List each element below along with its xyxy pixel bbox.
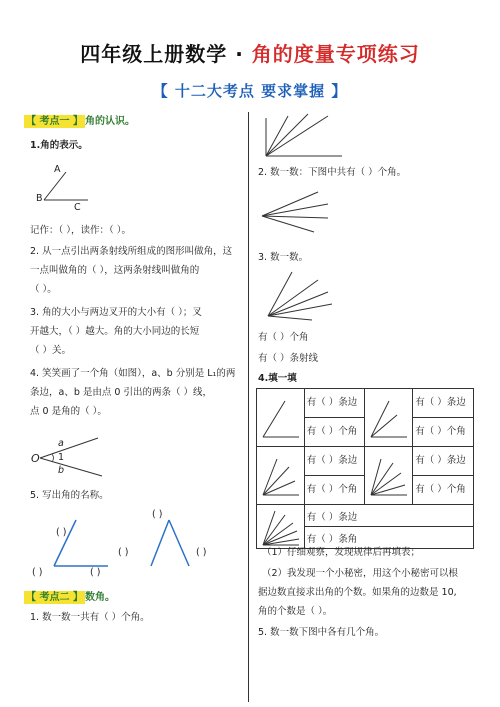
page-title: 四年级上册数学 · 角的度量专项练习 xyxy=(80,42,420,66)
table-cell: 有（ ）条边 xyxy=(304,389,365,418)
table-cell: 有（ ）个角 xyxy=(413,476,474,505)
section-2-question-1: 1. 数一数一共有（ ）个角。 xyxy=(30,612,150,623)
right-question-2: 2. 数一数：下图中共有（ ）个角。 xyxy=(258,167,407,178)
table-figure-cell xyxy=(257,447,305,505)
answer-blank: ( ) xyxy=(152,509,163,520)
label-angle-1: 1 xyxy=(58,452,65,463)
angle-ab-figure xyxy=(30,432,110,482)
right-question-3-answer-1: 有（ ）个角 xyxy=(258,332,309,343)
page-subtitle: 【 十二大考点 要求掌握 】 xyxy=(152,82,348,100)
answer-blank: ( ) xyxy=(32,567,43,578)
observation-2-line-2: 据边数直接求出角的个数。如果角的边数是 10, xyxy=(258,587,457,598)
table-cell: 有（ ）条角 xyxy=(304,527,473,549)
table-angle-figure xyxy=(369,455,409,499)
label-b: B xyxy=(36,193,43,204)
label-a: A xyxy=(54,164,61,175)
question-4-line-2: 条边，a、b 是由点 0 引出的两条（ ）线， xyxy=(30,387,212,398)
table-cell: 有（ ）条边 xyxy=(413,447,474,476)
observation-2-line-3: 角的个数是（ ）。 xyxy=(258,606,333,617)
table-angle-figure xyxy=(369,397,409,441)
answer-blank: ( ) xyxy=(118,547,129,558)
answer-blank: ( ) xyxy=(56,527,67,538)
question-3-line-2: 开越大，（ ）越大。角的大小同边的长短 xyxy=(30,326,200,337)
section-heading-1: 【 考点一 】 角的认识。 xyxy=(26,116,135,127)
observation-1: （1）仔细观察，发现规律后再填表； xyxy=(262,547,421,558)
table-angle-figure xyxy=(261,509,301,549)
table-figure-cell xyxy=(365,447,413,505)
answer-blank: ( ) xyxy=(196,547,207,558)
table-angle-figure xyxy=(261,399,301,439)
table-cell: 有（ ）条边 xyxy=(413,389,474,418)
column-divider xyxy=(248,112,249,702)
question-1: 1.角的表示。 xyxy=(30,140,88,151)
label-c: C xyxy=(74,202,81,213)
rays-figure-2 xyxy=(258,186,338,236)
right-question-4: 4.填一填 xyxy=(258,373,297,384)
question-2-line-3: （ ）。 xyxy=(30,284,57,295)
question-4-line-1: 4. 笑笑画了一个角（如图），a、b 分别是 L₁的两 xyxy=(30,368,236,379)
table-cell: 有（ ）个角 xyxy=(413,418,474,447)
angle-figure-right xyxy=(145,516,195,572)
observation-2-line-1: （2）我发现一个小秘密，用这个小秘密可以根 xyxy=(262,568,459,579)
table-angle-figure xyxy=(261,455,301,499)
rays-figure-1 xyxy=(258,112,348,162)
section-heading-2: 【 考点二 】 数角。 xyxy=(26,592,115,603)
table-figure-cell xyxy=(365,389,413,447)
angle-figure-left xyxy=(38,516,118,572)
answer-blank: ( ) xyxy=(90,567,101,578)
table-figure-cell xyxy=(257,505,305,549)
rays-figure-3 xyxy=(262,270,342,322)
question-3-line-3: （ ）关。 xyxy=(30,345,72,356)
table-cell: 有（ ）条边 xyxy=(304,447,365,476)
fill-in-table xyxy=(256,388,474,549)
label-ray-b: b xyxy=(58,465,65,476)
right-question-5: 5. 数一数下图中各有几个角。 xyxy=(258,627,385,638)
right-question-3: 3. 数一数。 xyxy=(258,252,309,263)
table-cell: 有（ ）个角 xyxy=(304,418,365,447)
right-question-3-answer-2: 有（ ）条射线 xyxy=(258,353,319,364)
label-o: O xyxy=(31,452,40,465)
question-3-line-1: 3. 角的大小与两边叉开的大小有（ ）；叉 xyxy=(30,307,202,318)
question-2-line-2: 一点叫做角的（ ），这两条射线叫做角的 xyxy=(30,265,200,276)
table-cell: 有（ ）个角 xyxy=(304,476,365,505)
question-4-line-3: 点 0 是角的（ ）。 xyxy=(30,406,107,417)
angle-abc-figure xyxy=(36,160,96,210)
label-ray-a: a xyxy=(58,438,64,449)
question-2-line-1: 2. 从一点引出两条射线所组成的图形叫做角，这 xyxy=(30,246,233,257)
table-figure-cell xyxy=(257,389,305,447)
table-cell: 有（ ）条边 xyxy=(304,505,473,527)
question-1-answer: 记作：（ ），读作：（ ）。 xyxy=(30,225,132,236)
question-5: 5. 写出角的名称。 xyxy=(30,490,109,501)
